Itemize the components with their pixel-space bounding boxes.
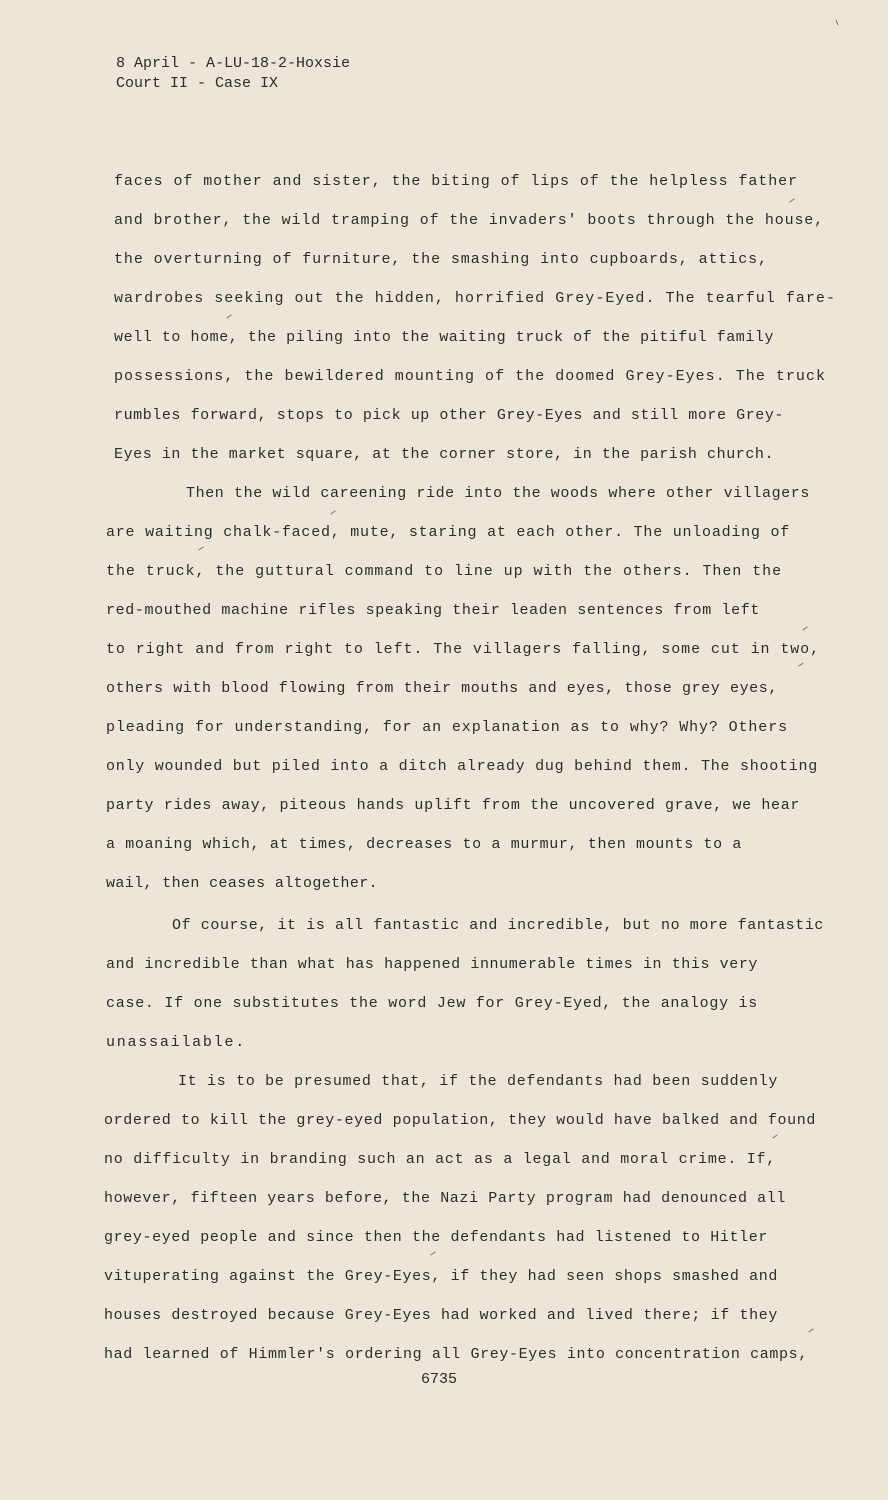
text-line: wail, then ceases altogether. [106,875,379,892]
text-line: unassailable. [106,1034,246,1051]
text-line: red-mouthed machine rifles speaking their leaden sentences from left [106,602,760,619]
header-line-2: Court II - Case IX [116,75,279,92]
page-number: 6735 [421,1371,458,1388]
text-line: It is to be presumed that, if the defendants had been suddenly [178,1073,779,1090]
text-line: and incredible than what has happened innumerable times in this very [106,956,759,973]
text-line: houses destroyed because Grey-Eyes had worked and lived there; if they [104,1307,778,1324]
text-line: to right and from right to left. The villagers falling, some cut in two, [106,641,820,658]
pencil-tick-mark [772,1134,777,1138]
text-line: case. If one substitutes the word Jew for Grey-Eyed, the analogy is [106,995,759,1012]
text-line: the overturning of furniture, the smashing into cupboards, attics, [114,251,768,268]
pencil-tick-mark [789,198,794,202]
text-line: Of course, it is all fantastic and incredible, but no more fantastic [172,917,825,934]
pencil-tick-mark [198,546,203,550]
text-line: faces of mother and sister, the biting of lips of the helpless father [114,173,798,190]
pencil-tick-mark [836,20,839,26]
text-line: well to home, the piling into the waiting truck of the pitiful family [114,329,775,346]
text-line: Eyes in the market square, at the corner store, in the parish church. [114,446,775,463]
text-line: are waiting chalk-faced, mute, staring at each other. The unloading of [106,524,791,541]
text-line: only wounded but piled into a ditch already dug behind them. The shooting [106,758,819,775]
text-line: no difficulty in branding such an act as a legal and moral crime. If, [104,1151,777,1168]
text-line: and brother, the wild tramping of the invaders' boots through the house, [114,212,825,229]
text-line: the truck, the guttural command to line up with the others. Then the [106,563,783,580]
document-header [116,54,350,94]
pencil-tick-mark [802,626,807,630]
text-line: however, fifteen years before, the Nazi Party program had denounced all [104,1190,786,1207]
text-line: ordered to kill the grey-eyed population, they would have balked and found [104,1112,816,1129]
text-line: rumbles forward, stops to pick up other Grey-Eyes and still more Grey- [114,407,785,424]
header-line-1: 8 April - A-LU-18-2-Hoxsie [116,55,351,72]
pencil-tick-mark [798,662,803,666]
text-line: vituperating against the Grey-Eyes, if they had seen shops smashed and [104,1268,778,1285]
text-line: had learned of Himmler's ordering all Grey-Eyes into concentration camps, [104,1346,808,1363]
text-line: wardrobes seeking out the hidden, horrified Grey-Eyed. The tearful fare- [114,290,836,307]
pencil-tick-mark [808,1328,813,1332]
pencil-tick-mark [226,314,231,318]
text-line: a moaning which, at times, decreases to a murmur, then mounts to a [106,836,743,853]
text-line: pleading for understanding, for an explanation as to why? Why? Others [106,719,788,736]
text-line: others with blood flowing from their mouths and eyes, those grey eyes, [106,680,778,697]
text-line: grey-eyed people and since then the defendants had listened to Hitler [104,1229,769,1246]
pencil-tick-mark [330,510,335,514]
text-line: Then the wild careening ride into the woods where other villagers [186,485,810,502]
text-line: party rides away, piteous hands uplift from the uncovered grave, we hear [106,797,800,814]
pencil-tick-mark [430,1251,435,1255]
text-line: possessions, the bewildered mounting of the doomed Grey-Eyes. The truck [114,368,827,385]
